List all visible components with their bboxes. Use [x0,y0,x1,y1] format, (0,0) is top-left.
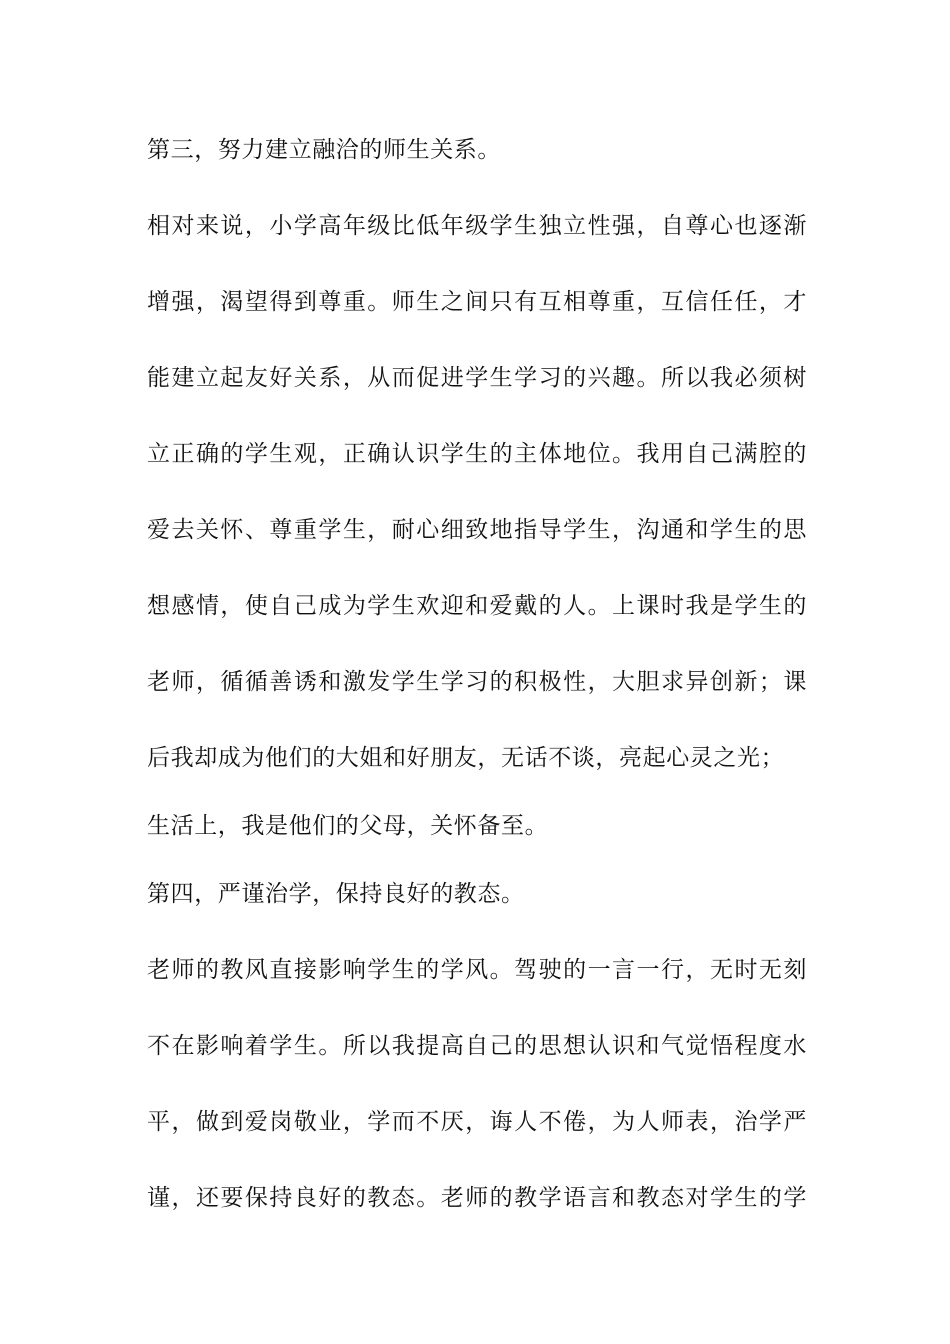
paragraph-line: 相对来说，小学高年级比低年级学生独立性强，自尊心也逐渐 [147,213,807,239]
paragraph-line: 立正确的学生观，正确认识学生的主体地位。我用自己满腔的 [147,441,807,467]
section-heading-4: 第四，严谨治学，保持良好的教态。 [147,881,525,907]
paragraph-line: 增强，渴望得到尊重。师生之间只有互相尊重，互信任任，才 [147,289,807,315]
paragraph-line: 生活上，我是他们的父母，关怀备至。 [147,813,549,839]
paragraph-line: 老师的教风直接影响学生的学风。驾驶的一言一行，无时无刻 [147,957,807,983]
paragraph-line: 能建立起友好关系，从而促进学生学习的兴趣。所以我必须树 [147,365,807,391]
paragraph-line: 谨，还要保持良好的教态。老师的教学语言和教态对学生的学 [147,1185,807,1211]
paragraph-line: 想感情，使自己成为学生欢迎和爱戴的人。上课时我是学生的 [147,593,807,619]
paragraph-line: 平，做到爱岗敬业，学而不厌，诲人不倦，为人师表，治学严 [147,1109,807,1135]
paragraph-line: 爱去关怀、尊重学生，耐心细致地指导学生，沟通和学生的思 [147,517,807,543]
paragraph-line: 不在影响着学生。所以我提高自己的思想认识和气觉悟程度水 [147,1033,807,1059]
section-heading-3: 第三，努力建立融洽的师生关系。 [147,137,501,163]
paragraph-line: 老师，循循善诱和激发学生学习的积极性，大胆求异创新；课 [147,669,807,695]
paragraph-line: 后我却成为他们的大姐和好朋友，无话不谈，亮起心灵之光； [147,745,785,771]
